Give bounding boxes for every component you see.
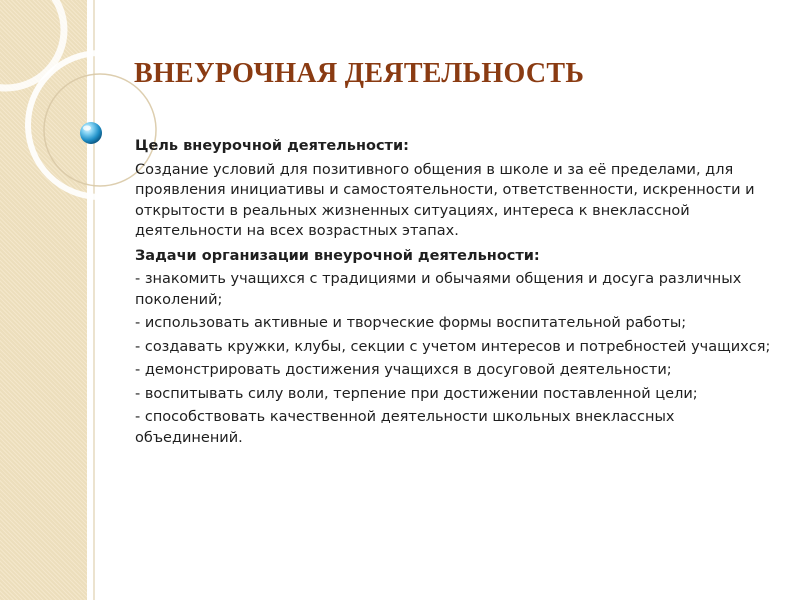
- list-item: - демонстрировать достижения учащихся в досуговой деятельности;: [135, 362, 672, 378]
- list-item: - знакомить учащихся с традициями и обычаями общения и досуга различных поколений;: [135, 271, 742, 308]
- tasks-list: [135, 269, 775, 448]
- slide-title: ВНЕУРОЧНАЯ ДЕЯТЕЛЬНОСТЬ: [134, 58, 585, 89]
- circle-outline-icon: [106, 96, 150, 140]
- tasks-heading: Задачи организации внеурочной деятельности:: [135, 247, 540, 264]
- slide-content: [135, 136, 775, 451]
- goal-text: Создание условий для позитивного общения в школе и за её пределами, для проявления инициативы и самостоятельности, ответственности, искренности и открытости в реальных жизненных ситуациях, интереса к внеклассной деятельности на всех возрастных этапах.: [135, 161, 755, 239]
- goal-heading: Цель внеурочной деятельности:: [135, 138, 409, 154]
- list-item: - способствовать качественной деятельности школьных внеклассных объединений.: [135, 409, 675, 446]
- list-item: - использовать активные и творческие формы воспитательной работы;: [135, 315, 687, 331]
- list-item: - создавать кружки, клубы, секции с учетом интересов и потребностей учащихся;: [135, 338, 771, 355]
- decorative-side-panel: [0, 0, 87, 600]
- decorative-divider: [93, 0, 95, 600]
- list-item: - воспитывать силу воли, терпение при достижении поставленной цели;: [135, 385, 698, 402]
